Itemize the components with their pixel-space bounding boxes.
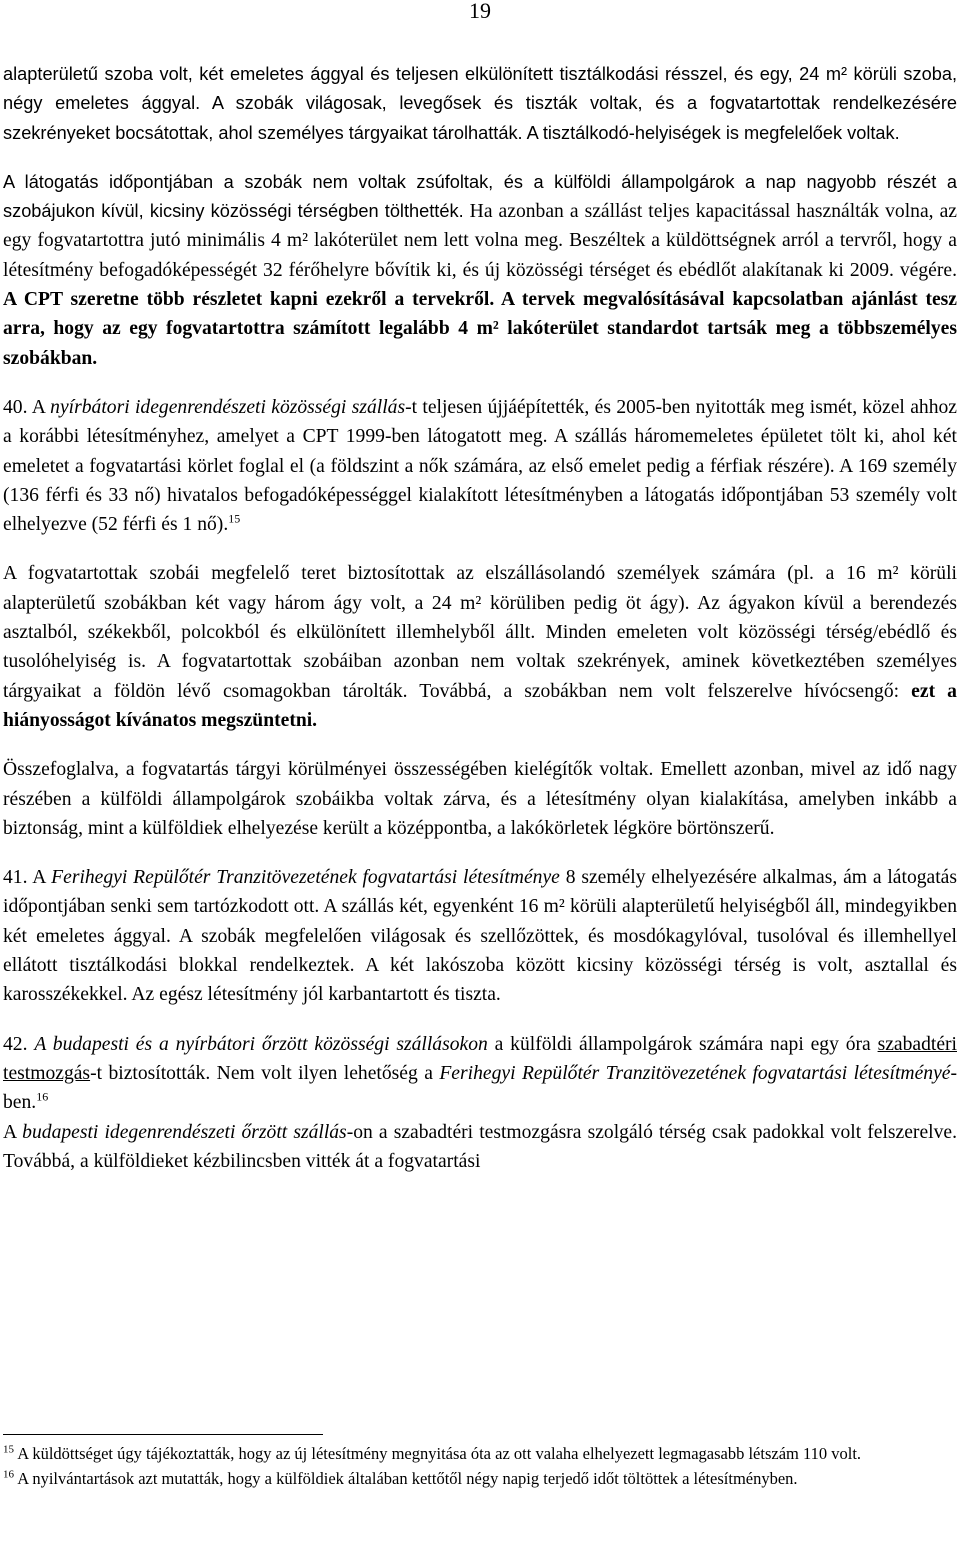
- paragraph-budapest: [3, 1118, 957, 1177]
- paragraph-42-text-1: a külföldi állampolgárok számára napi egy óra: [487, 1033, 878, 1055]
- footnote-separator: [3, 1434, 323, 1435]
- footnote-ref-15[interactable]: 15: [228, 511, 241, 526]
- cpt-recommendation-bold: A CPT szeretne több részletet kapni ezekről a tervekről. A tervek megvalósításával kapcsolatban ajánlást tesz arra, hogy az egy fogvatartottra számított legalább 4 m² lakóterület standardot tartsák meg a többszemélyes szobákban.: [3, 289, 957, 369]
- paragraph-42-italic-1: A budapesti és a nyírbátori őrzött közösségi szállásokon: [34, 1033, 488, 1055]
- paragraph-42-text-2: -t biztosították. Nem volt ilyen lehetőség a: [90, 1062, 440, 1084]
- paragraph-41-lead: 41. A: [3, 867, 52, 889]
- paragraph-room-description: alapterületű szoba volt, két emeletes ággyal és teljesen elkülönített tisztálkodási résszel, és egy, 24 m² körüli szoba, négy emeletes ággyal. A szobák világosak, levegősek és tiszták voltak, és a fogvatartottak rendelkezésére szekrényeket bocsátottak, ahol személyes tárgyaikat tárolhatták. A tisztálkodó-helyiségek is megfelelőek voltak.: [3, 64, 957, 143]
- paragraph-42: [3, 1030, 957, 1118]
- paragraph-rooms-bold: ezt a hiányosságot kívánatos megszüntetni.: [3, 680, 957, 731]
- footnotes: [3, 1441, 957, 1491]
- paragraph-overcrowding: [3, 168, 957, 373]
- paragraph-40-facility-italic: nyírbátori idegenrendészeti közösségi szállás: [50, 396, 406, 418]
- paragraph-summary: Összefoglalva, a fogvatartás tárgyi körülményei összességében kielégítők voltak. Emellett azonban, mivel az idő nagy részében a külföldi állampolgárok szobáikba voltak zárva, és a létesítmény olyan kialakítása, amelyben inkább a biztonság, mint a külföldiek elhelyezése került a középpontba, a lakókörletek légköre börtönszerű.: [3, 759, 957, 839]
- paragraph-budapest-text: -on a szabadtéri testmozgásra szolgáló térség csak padokkal volt felszerelve. Továbbá, a külföldieket kézbilincsben vitték át a fogvatartási: [3, 1121, 957, 1172]
- paragraph-budapest-lead: A: [3, 1121, 23, 1143]
- paragraph-overcrowding-sans-text: A látogatás időpontjában a szobák nem voltak zsúfoltak, és a külföldi állampolgárok a nap nagyobb részét a szobájukon kívül, kicsiny közösségi térségben tölthették.: [3, 171, 957, 222]
- paragraph-40-lead: 40. A: [3, 396, 51, 418]
- paragraph-42-italic-2: Ferihegyi Repülőtér Tranzitövezetének fogvatartási létesítményé: [439, 1062, 951, 1084]
- paragraph-41-text: 8 személy elhelyezésére alkalmas, ám a látogatás időpontjában senki sem tartózkodott ott. A szállás két, egyenként 16 m² körüli alapterületű helyiségből áll, mindegyikben két emeletes ággyal. A szobák megfelelően világosak és szellőzöttek, és mosdókagylóval, tusolóval és illemhellyel ellátott tisztálkodási blokkal rendelkeztek. A két lakószoba között kicsiny közösségi térség is volt, asztallal és karosszékekkel. Az egész létesítmény jól karbantartott és tiszta.: [3, 867, 958, 1006]
- footnote-16-text: A nyilvántartások azt mutatták, hogy a külföldiek általában kettőtől négy napig terjedő időt töltöttek a létesítményben.: [14, 1469, 798, 1488]
- footnote-15-number: 15: [3, 1443, 14, 1456]
- footnote-16: [3, 1466, 957, 1491]
- paragraph-40: [3, 393, 957, 539]
- page-number: 19: [469, 0, 491, 23]
- paragraph-budapest-italic: budapesti idegenrendészeti őrzött szállás: [22, 1121, 347, 1143]
- paragraph-41: [3, 863, 957, 1009]
- body-text: [3, 60, 957, 1176]
- paragraph-42-underline: szabadtéri testmozgás: [3, 1033, 957, 1084]
- paragraph-overcrowding-text: Ha azonban a szállást teljes kapacitással használták volna, az egy fogvatartottra jutó minimális 4 m² lakóterület nem lett volna meg. Beszéltek a küldöttségnek arról a tervről, hogy a létesítmény befogadóképességét 32 férőhelyre bővítik ki, és új közösségi térséget és ebédlőt alakítanak ki 2009. végére.: [3, 201, 957, 281]
- footnote-15-text: A küldöttséget úgy tájékoztatták, hogy az új létesítmény megnyitása óta az ott valaha elhelyezett legmagasabb létszám 110 volt.: [14, 1444, 862, 1463]
- paragraph-rooms: [3, 559, 957, 735]
- paragraph-42-text-3: -ben.: [3, 1062, 958, 1114]
- footnote-16-number: 16: [3, 1468, 14, 1481]
- paragraph-40-text: -t teljesen újjáépítették, és 2005-ben nyitották meg ismét, közel ahhoz a korábbi létesítményhez, amelyet a CPT 1999-ben látogatott meg. A szállás háromemeletes épületet tölt ki, ahol két emeletet a fogvatartási körlet foglal el (a földszint a nők számára, az első emelet pedig a férfiak részére). A 169 személy (136 férfi és 33 nő) hivatalos befogadóképességgel kialakított létesítményben a látogatás időpontjában 53 személy volt elhelyezve (52 férfi és 1 nő).: [3, 396, 957, 536]
- paragraph-41-facility-italic: Ferihegyi Repülőtér Tranzitövezetének fogvatartási létesítménye: [51, 867, 560, 889]
- footnote-15: [3, 1441, 957, 1466]
- paragraph-rooms-text: A fogvatartottak szobái megfelelő teret biztosítottak az elszállásolandó személyek számára (pl. a 16 m² körüli alapterületű szobákban két vagy három ágy volt, a 24 m² körüliben pedig öt ágy). Az ágyakon kívül a berendezés asztalból, székekből, polcokból és elkülönített illemhelyből állt. Minden emeleten volt közösségi térség/ebédlő és tusolóhelyiség is. A fogvatartottak szobáiban azonban nem voltak szekrények, aminek következtében személyes tárgyaikat a földön lévő csomagokban tárolták. Továbbá, a szobákban nem volt felszerelve hívócsengő:: [3, 563, 957, 702]
- paragraph-42-lead: 42.: [3, 1033, 35, 1055]
- footnote-ref-16[interactable]: 16: [36, 1089, 49, 1104]
